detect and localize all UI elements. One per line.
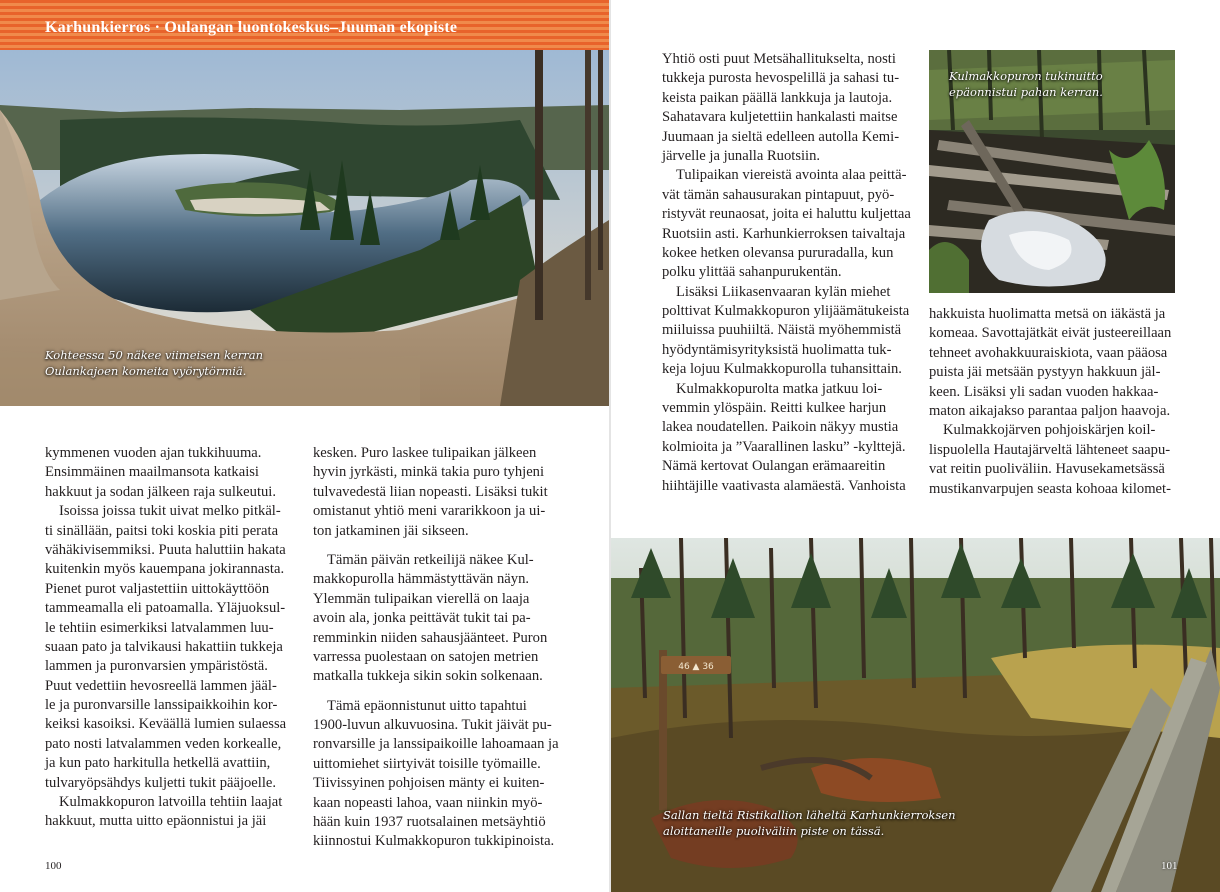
text-line: keista paikan päällä lankkuja ja lautoja. <box>662 89 893 106</box>
text-line: kolmioita ja ”Vaarallinen lasku” -kylttejä. <box>662 438 906 455</box>
text-line: Ylemmän tulipaikan vierellä on laaja <box>313 590 530 607</box>
text-line: Sahatavara kuljetettiin hankalasti maitse <box>662 109 898 126</box>
text-line: Isoissa joissa tukit uivat melko pitkäl- <box>59 503 281 520</box>
text-line: polku ylittää sahanpurukentän. <box>662 264 842 281</box>
text-line: Kulmakkojärven pohjoiskärjen koil- <box>943 422 1156 439</box>
text-line: le tehtiin esimerkiksi latvalammen luu- <box>45 619 274 636</box>
forest-boardwalk-photo <box>611 538 1220 892</box>
text-line: keen. Lisäksi yli sadan vuoden hakkaa- <box>929 383 1159 400</box>
text-line: tulvavedestä liian nopeasti. Lisäksi tukit <box>313 483 548 500</box>
text-line: Nämä kertovat Oulangan erämaareitin <box>662 458 886 475</box>
text-line: hakkuista huolimatta metsä on iäkästä ja <box>929 306 1166 322</box>
text-line: ti sinällään, paitsi toki koskia piti perata <box>45 522 279 539</box>
text-line: ton jatkaminen jäi sikseen. <box>313 522 469 539</box>
left-page <box>0 0 609 892</box>
text-line: hyödyntämisyrityksistä huolimatta tuk- <box>662 341 892 358</box>
text-line: Kulmakkopuron latvoilla tehtiin laajat <box>59 794 283 811</box>
text-line: miiluissa puuhiiltä. Näistä myöhemmistä <box>662 322 902 339</box>
text-line: polttivat Kulmakkopuron ylijäämätukeista <box>662 303 910 320</box>
text-line: kuitenkin myös kauempana jokirannasta. <box>45 561 285 578</box>
text-line: vemmin ylöspäin. Reitti kulkee harjun <box>662 400 887 417</box>
text-line: Tämä epäonnistunut uitto tapahtui <box>327 697 527 714</box>
text-line: Puut vedettiin hevosreellä lammen jääl- <box>45 677 277 694</box>
river-landscape-photo <box>0 50 609 406</box>
chapter-header-band <box>0 0 609 50</box>
text-line: pato nosti latvalammen veden korkealle, <box>45 735 282 752</box>
text-line: hakkuut ja sodan jälkeen raja sulkeutui. <box>45 483 276 500</box>
caption-line: Kohteessa 50 näkee viimeisen kerran <box>45 348 263 362</box>
text-column-2 <box>313 444 560 852</box>
text-line: Yhtiö osti puut Metsähallitukselta, nosti <box>662 51 896 67</box>
text-line: Pienet purot valjastettiin uittokäyttöön <box>45 580 270 597</box>
text-line: Kulmakkopurolta matka jatkuu loi- <box>676 380 883 397</box>
text-line: hään kuin 1937 ruotsalainen metsäyhtiö <box>313 814 546 831</box>
text-line: tehneet avohakkuuraiskiota, vaan pääosa <box>929 344 1168 361</box>
text-line: vat reitin puoliväliin. Havusekametsässä <box>929 461 1165 478</box>
text-line: varressa puolestaan on satojen metrien <box>313 648 539 665</box>
text-line: Lisäksi Liikasenvaaran kylän miehet <box>676 283 891 300</box>
right-page <box>611 0 1220 892</box>
text-line: maton aikajakso parantaa paljon haavoja. <box>929 402 1171 419</box>
text-line: remminkin niiden sahausjäänteet. Puron <box>313 629 548 646</box>
text-line: ja kun pato harkitulla hetkellä avattiin, <box>45 755 271 772</box>
text-line: hyvin jyrkästi, minkä takia puro tyhjeni <box>313 464 545 481</box>
text-line: matkalla tukkeja sikin sokin solkenaan. <box>313 668 543 685</box>
text-line: omistanut yhtiö meni vararikkoon ja ui- <box>313 503 546 520</box>
text-column-3 <box>662 50 912 496</box>
text-line: Tiivissyinen pohjoisen mänty ei kuiten- <box>313 775 545 792</box>
text-line: uittomiehet siirtyivät toisille työmaille. <box>313 755 541 772</box>
text-line: kesken. Puro laskee tulipaikan jälkeen <box>313 445 537 461</box>
text-line: tukkeja purosta hevospelillä ja sahasi tu- <box>662 70 900 87</box>
text-line: kymmenen vuoden ajan tukkihuuma. <box>45 445 262 461</box>
text-line: lakea noudatellen. Paikoin näkyy mustia <box>662 419 899 436</box>
text-line: vät tämän sahausurakan pintapuut, pyö- <box>662 186 895 203</box>
text-line: lammen ja puronvarsien ympäristöstä. <box>45 658 268 675</box>
caption-line: Kulmakkopuron tukinuitto <box>949 69 1103 83</box>
text-line: komeaa. Savottajätkät eivät justeereillaan <box>929 325 1172 342</box>
text-line: le ja puronvarsille lanssipaikkoihin kor- <box>45 697 278 714</box>
text-line: mustikanvarpujen seasta kohoaa kilomet- <box>929 480 1171 497</box>
text-column-1 <box>45 444 292 832</box>
text-line: Ensimmäinen maailmansota katkaisi <box>45 464 259 481</box>
text-line: lispuolella Hautajärveltä lähteneet saapu- <box>929 441 1171 458</box>
chapter-title: Karhunkierros · Oulangan luontokeskus–Juuman ekopiste <box>45 19 458 36</box>
text-line: suaan pato ja talvikausi hakattiin tukkeja <box>45 638 283 655</box>
text-line: kokee hetken olevansa pururadalla, kun <box>662 244 894 261</box>
text-column-4 <box>929 305 1179 499</box>
text-line: Juumaan ja sieltä edelleen autolla Kemi- <box>662 128 900 145</box>
text-line: järvelle ja junalla Ruotsiin. <box>662 147 821 164</box>
log-photo-caption <box>949 68 1103 100</box>
text-line: hiihtäjille vaativasta alamäestä. Vanhoista <box>662 477 906 494</box>
text-line: tulvaryöpsähdys kuljetti tukit pääjoelle. <box>45 774 277 791</box>
text-line: avoin ala, jonka peittävät tukit tai pa- <box>313 610 531 627</box>
text-line: kaan nopeasti lahoa, vaan niinkin myö- <box>313 794 543 811</box>
page-number-left: 100 <box>45 860 62 872</box>
text-line: vähäkivisemmiksi. Puuta haluttiin hakata <box>45 541 286 558</box>
trail-sign-text: 46 ▲ 36 <box>678 662 714 672</box>
text-line: Ruotsiin asti. Karhunkierroksen taivaltaja <box>662 225 906 242</box>
text-line: Tulipaikan viereistä avointa alaa peittä- <box>676 167 907 184</box>
text-line: puista jäi metsään pystyyn hakkuun jäl- <box>929 364 1161 381</box>
forest-photo-caption <box>663 807 955 839</box>
text-line: 1900-luvun alkuvuosina. Tukit jäivät pu- <box>313 717 552 734</box>
log-jam-photo <box>929 50 1175 293</box>
text-line: keiksi kasoiksi. Keväällä lumien sulaessa <box>45 716 287 733</box>
caption-line: aloittaneille puoliväliin piste on tässä. <box>663 824 885 838</box>
text-line: ristyvät reunaosat, joita ei haluttu kuljettaa <box>662 206 911 223</box>
text-line: makkopurolla hämmästyttävän näyn. <box>313 571 530 588</box>
text-line: keja lojuu Kulmakkopurolla tuhansittain. <box>662 361 902 378</box>
text-line: tammeamalla eli patoamalla. Yläjuoksul- <box>45 600 286 617</box>
text-line: kiinnostui Kulmakkopuron tukkipinoista. <box>313 833 555 850</box>
caption-line: Oulankajoen komeita vyörytörmiä. <box>45 364 247 378</box>
caption-line: epäonnistui pahan kerran. <box>949 85 1103 99</box>
text-line: ronvarsille ja lanssipaikoille lahoamaan ja <box>313 736 559 753</box>
text-line: hakkuut, mutta uitto epäonnistui ja jäi <box>45 813 267 830</box>
text-line: Tämän päivän retkeilijä näkee Kul- <box>327 551 534 568</box>
caption-line: Sallan tieltä Ristikallion läheltä Karhunkierroksen <box>663 808 956 822</box>
page-number-right: 101 <box>1161 860 1178 872</box>
river-photo-caption <box>45 347 263 379</box>
